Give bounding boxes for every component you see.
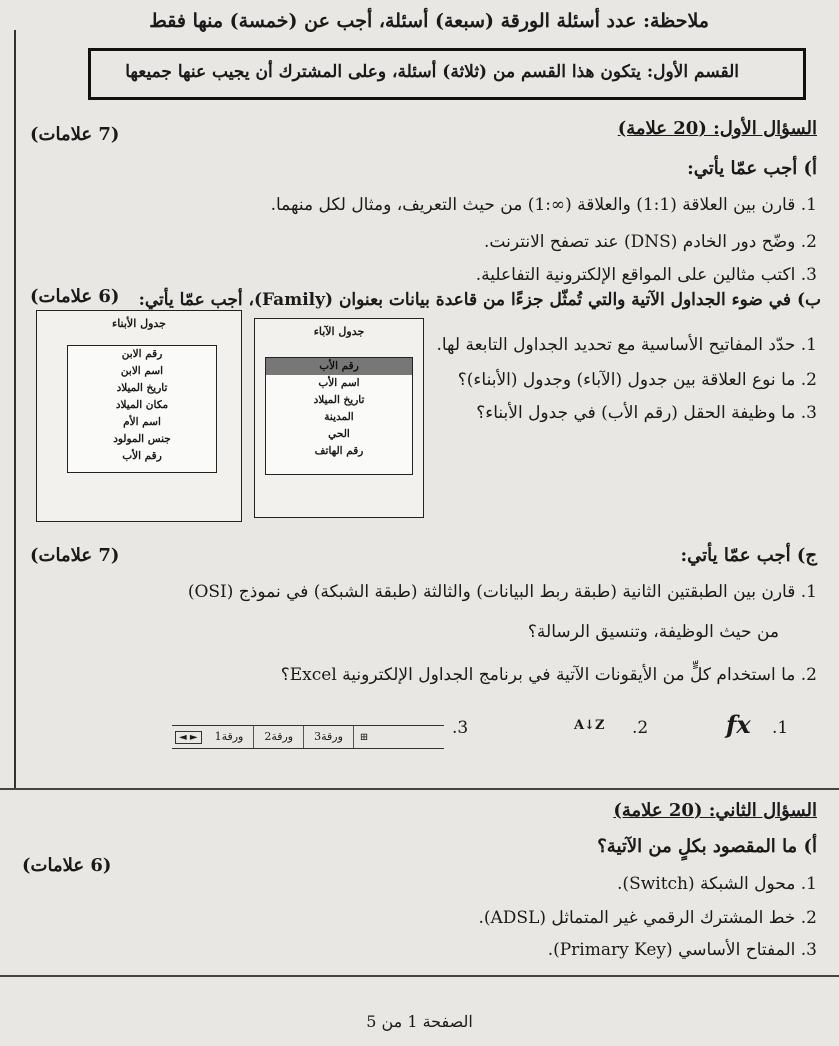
exam-note: ملاحظة: عدد أسئلة الورقة (سبعة) أسئلة، أجب عن (خمسة) منها فقط [149,10,709,32]
q1a-item-2: 2. وضّح دور الخادم (DNS) عند تصفح الانترنت. [484,232,817,252]
children-table [36,310,242,522]
section-divider [0,788,839,790]
q1b-item-3: 3. ما وظيفة الحقل (رقم الأب) في جدول الأبناء؟ [476,403,817,423]
sheet-tab: ورقة2 [254,726,304,748]
sheet-nav-icon: ◄ ► [175,731,202,744]
parents-field: رقم الأب [266,358,412,375]
children-field: جنس المولود [113,433,171,445]
q1a-item-3: 3. اكتب مثالين على المواقع الإلكترونية التفاعلية. [475,265,817,285]
children-field: تاريخ الميلاد [116,382,168,394]
q1c-item-1-line2: من حيث الوظيفة، وتنسيق الرسالة؟ [527,622,779,642]
children-field: رقم الأب [122,450,162,462]
q2a-item-1: 1. محول الشبكة (Switch). [617,874,817,894]
q2a-item-2: 2. خط المشترك الرقمي غير المتماثل (ADSL). [478,908,817,928]
icon-3-number: .3 [452,718,469,738]
q1b-item-1: 1. حدّد المفاتيح الأساسية مع تحديد الجداول التابعة لها. [436,335,817,355]
q2a-heading: أ) ما المقصود بكلٍ من الآتية؟ [597,836,817,857]
children-field: اسم الابن [120,365,164,377]
footer-divider [0,975,839,977]
children-field: رقم الابن [121,348,163,360]
parents-field-list [265,357,413,475]
q1c-marks: (7 علامات) [30,545,120,566]
left-margin-line [14,30,16,790]
q1b-heading: ب) في ضوء الجداول الآتية والتي تُمثّل جزءًا من قاعدة بيانات بعنوان (Family)، أجب عمّا يأتي: [138,290,821,310]
q2a-item-3: 3. المفتاح الأساسي (Primary Key). [547,940,817,960]
q1c-item-1-line1: 1. قارن بين الطبقتين الثانية (طبقة ربط البيانات) والثالثة (طبقة الشبكة) في نموذج (OSI) [187,582,817,602]
parents-field: الحي [328,428,350,440]
q1a-heading: أ) أجب عمّا يأتي: [687,158,817,179]
parents-field: تاريخ الميلاد [313,394,365,406]
icon-2-number: .2 [632,718,649,738]
q1c-item-2: 2. ما استخدام كلٍّ من الأيقونات الآتية في برنامج الجداول الإلكترونية Excel؟ [280,665,817,685]
q1b-marks: (6 علامات) [30,286,120,307]
fx-icon: fx [726,710,751,739]
q1-title: السؤال الأول: (20 علامة) [617,118,817,139]
q2-title: السؤال الثاني: (20 علامة) [613,800,817,821]
parents-field: رقم الهاتف [314,445,364,457]
children-field: مكان الميلاد [115,399,169,411]
sheet-tabs-bar [172,725,444,749]
section-one-text: القسم الأول: يتكون هذا القسم من (ثلاثة) أسئلة، وعلى المشترك أن يجيب عنها جميعها [125,62,739,82]
parents-field: اسم الأب [318,377,360,389]
children-field: اسم الأم [123,416,161,428]
q1c-heading: ج) أجب عمّا يأتي: [680,545,817,566]
q1a-item-1: 1. قارن بين العلاقة (1:1) والعلاقة (∞:1) من حيث التعريف، ومثال لكل منهما. [270,195,817,215]
sheet-tab: ورقة1 [205,726,255,748]
parents-table [254,318,424,518]
q1-marks: (7 علامات) [30,124,120,145]
insert-sheet-icon: ⊞ [359,731,369,743]
sort-ascending-icon: A↓Z [574,718,605,733]
children-field-list [67,345,217,473]
parents-field: المدينة [324,411,354,423]
page-number: الصفحة 1 من 5 [366,1012,473,1031]
children-table-title: جدول الأبناء [112,317,166,330]
q2-marks: (6 علامات) [22,855,112,876]
q1b-item-2: 2. ما نوع العلاقة بين جدول (الآباء) وجدول (الأبناء)؟ [457,370,817,390]
sheet-tab: ورقة3 [304,726,354,748]
icon-1-number: .1 [772,718,789,738]
parents-table-title: جدول الآباء [313,325,365,338]
